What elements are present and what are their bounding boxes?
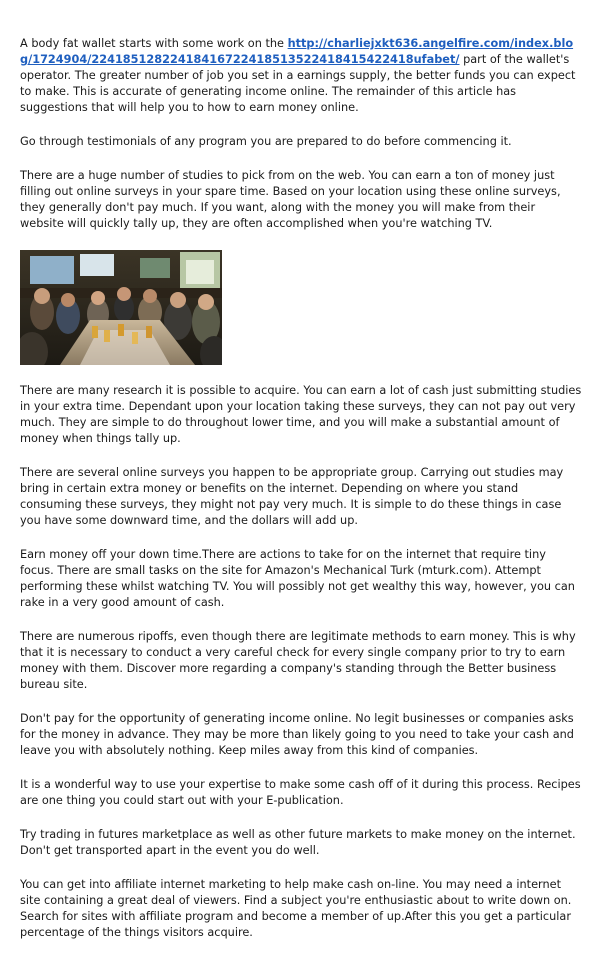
paragraph-2: Go through testimonials of any program you are prepared to do before commencing it.: [20, 135, 512, 148]
paragraph-7: There are numerous ripoffs, even though there are legitimate methods to earn money. This is why that it is necessary to conduct a very careful check for every single company prior to try to earn money with them. Discover more regarding a company's standing through the Better business bureau site.: [20, 630, 576, 691]
paragraph-10: Try trading in futures marketplace as well as other future markets to make money on the internet. Don't get transported apart in the event you do well.: [20, 828, 576, 857]
paragraph-6: Earn money off your down time.There are actions to take for on the internet that require tiny focus. There are small tasks on the site for Amazon's Mechanical Turk (mturk.com). Attempt performing these whilst watching TV. You will possibly not get wealthy this way, however, you can rake in a very good amount of cash.: [20, 548, 575, 609]
article-body: [20, 36, 582, 959]
restaurant-photo-image: [20, 250, 222, 365]
paragraph-4: There are many research it is possible to acquire. You can earn a lot of cash just submitting studies in your extra time. Dependant upon your location taking these surveys, they can not pay out very much. They are simple to do throughout lower time, and you will make a substantial amount of money when things tally up.: [20, 384, 582, 445]
paragraph-3: There are a huge number of studies to pick from on the web. You can earn a ton of money just filling out online surveys in your spare time. Based on your location using these online surveys, they generally don't pay much. If you want, along with the money you will make from their website will quickly tally up, they are often accomplished when you're watching TV.: [20, 169, 561, 230]
paragraph-intro: [20, 36, 582, 116]
paragraph-9: It is a wonderful way to use your expertise to make some cash off of it during this process. Recipes are one thing you could start out with your E-publication.: [20, 778, 581, 807]
intro-text-after-link: part of the wallet's operator. The greater number of job you set in a earnings supply, the better funds you can expect to make. This is accurate of generating income online. The remainder of this article has suggestions that will help you to how to earn money online.: [20, 53, 576, 114]
article-link[interactable]: http://charliejxkt636.angelfire.com/index.blog/1724904/22418512822418416722418513522418415422418ufabet/: [20, 37, 574, 66]
paragraph-11: You can get into affiliate internet marketing to help make cash on-line. You may need a internet site containing a great deal of viewers. Find a subject you're enthusiastic about to write down on. Search for sites with affiliate program and become a member of up.After this you get a particular percentage of the things visitors acquire.: [20, 878, 572, 939]
paragraph-8: Don't pay for the opportunity of generating income online. No legit businesses or companies asks for the money in advance. They may be more than likely going to you need to take your cash and leave you with absolutely nothing. Keep miles away from this kind of companies.: [20, 712, 574, 757]
intro-text-before-link: A body fat wallet starts with some work on the: [20, 37, 288, 50]
restaurant-photo: [20, 250, 222, 365]
paragraph-5: There are several online surveys you happen to be appropriate group. Carrying out studies may bring in certain extra money or benefits on the internet. Depending on where you stand consuming these surveys, they might not pay very much. It is simple to do these things in case you have some downward time, and the dollars will add up.: [20, 466, 564, 527]
